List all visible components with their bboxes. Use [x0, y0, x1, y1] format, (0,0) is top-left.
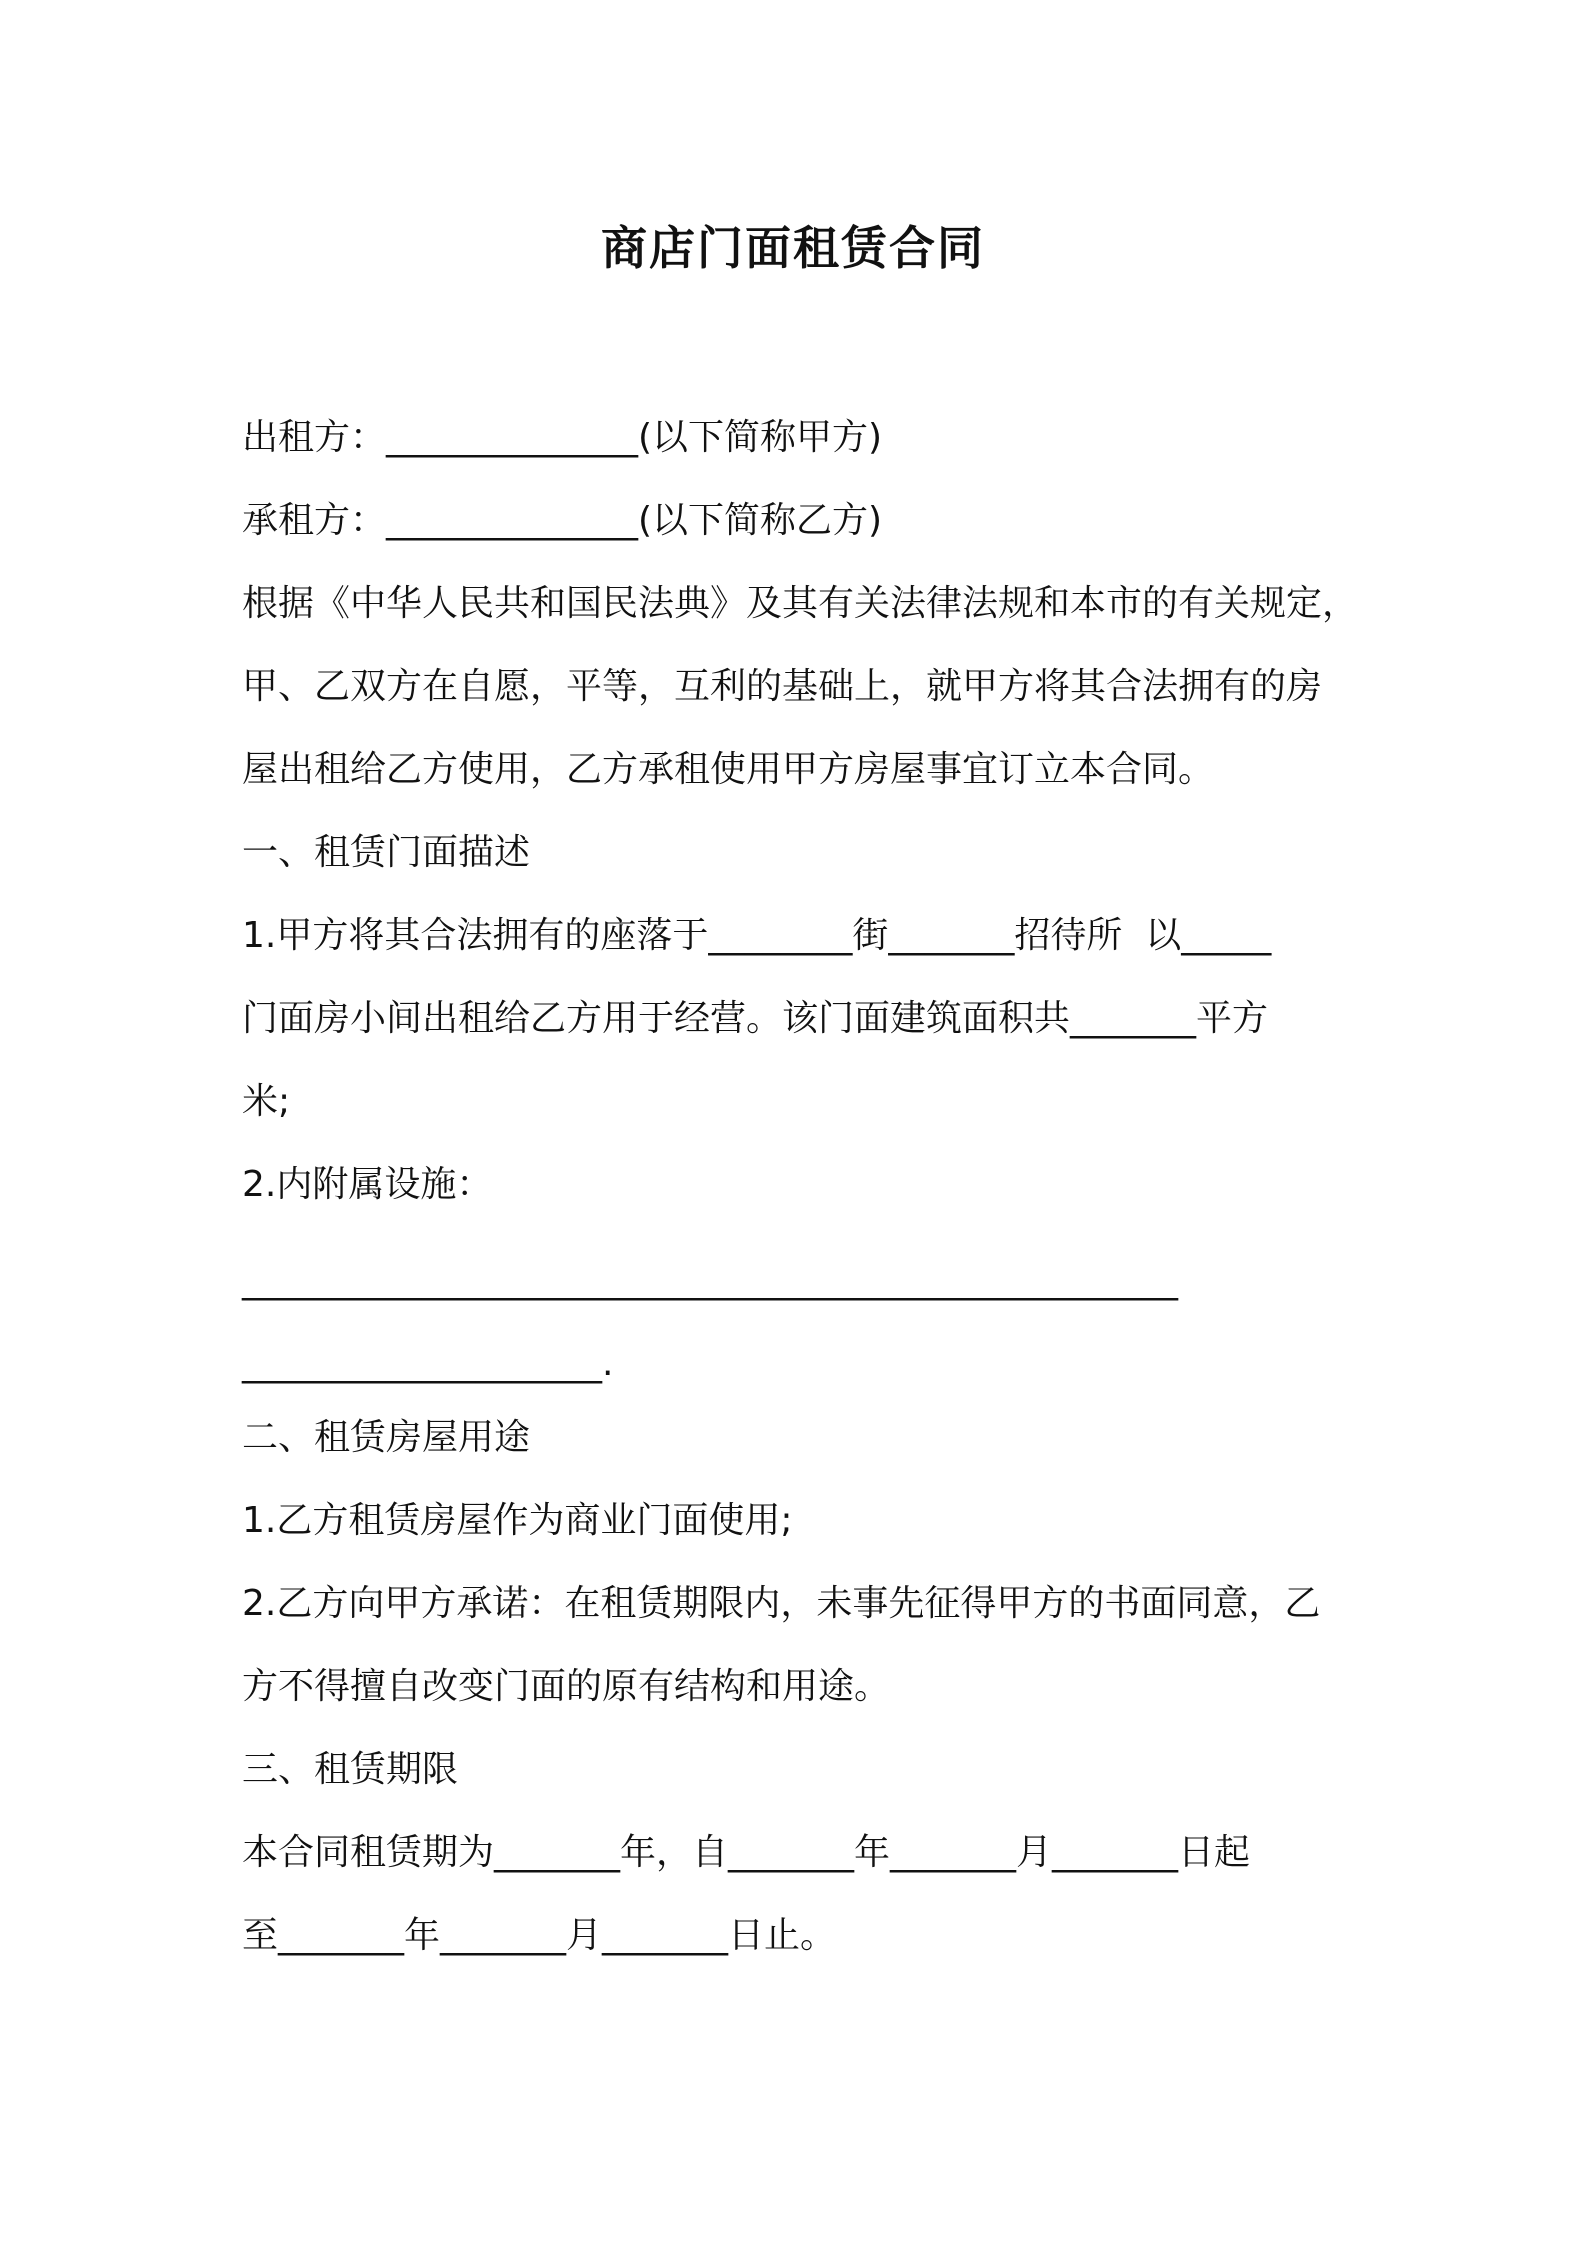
- clause-2-2-line-1: 2.乙方向甲方承诺：在租赁期限内，未事先征得甲方的书面同意，乙: [242, 1583, 1321, 1624]
- facilities-blank-2: ____________________.: [242, 1343, 614, 1384]
- lessor-line: 出租方：______________(以下简称甲方): [242, 417, 883, 458]
- document-title: 商店门面租赁合同: [601, 221, 985, 275]
- lessee-line: 承租方：______________(以下简称乙方): [242, 500, 883, 541]
- preamble-line-3: 屋出租给乙方使用，乙方承租使用甲方房屋事宜订立本合同。: [242, 749, 1215, 790]
- preamble-line-1: 根据《中华人民共和国民法典》及其有关法律法规和本市的有关规定，: [242, 583, 1359, 624]
- facilities-blank-1: ____________________________________________________: [242, 1260, 1178, 1301]
- clause-1-1-line-2: 门面房小间出租给乙方用于经营。该门面建筑面积共_______平方: [242, 998, 1269, 1039]
- preamble-line-2: 甲、乙双方在自愿，平等，互利的基础上，就甲方将其合法拥有的房: [242, 666, 1323, 707]
- clause-1-1-line-3: 米;: [242, 1081, 291, 1122]
- clause-1-2-line: 2.内附属设施：: [242, 1164, 493, 1205]
- term-line-1: 本合同租赁期为_______年，自_______年_______月_______日起: [242, 1832, 1251, 1873]
- term-line-2: 至_______年_______月_______日止。: [242, 1915, 837, 1956]
- section-3-heading: 三、租赁期限: [242, 1749, 459, 1790]
- clause-2-1-line: 1.乙方租赁房屋作为商业门面使用;: [242, 1500, 793, 1541]
- clause-2-2-line-2: 方不得擅自改变门面的原有结构和用途。: [242, 1666, 891, 1707]
- section-1-heading: 一、租赁门面描述: [242, 832, 531, 873]
- section-2-heading: 二、租赁房屋用途: [242, 1417, 531, 1458]
- clause-1-1-line-1: 1.甲方将其合法拥有的座落于________街_______招待所 以_____: [242, 915, 1272, 956]
